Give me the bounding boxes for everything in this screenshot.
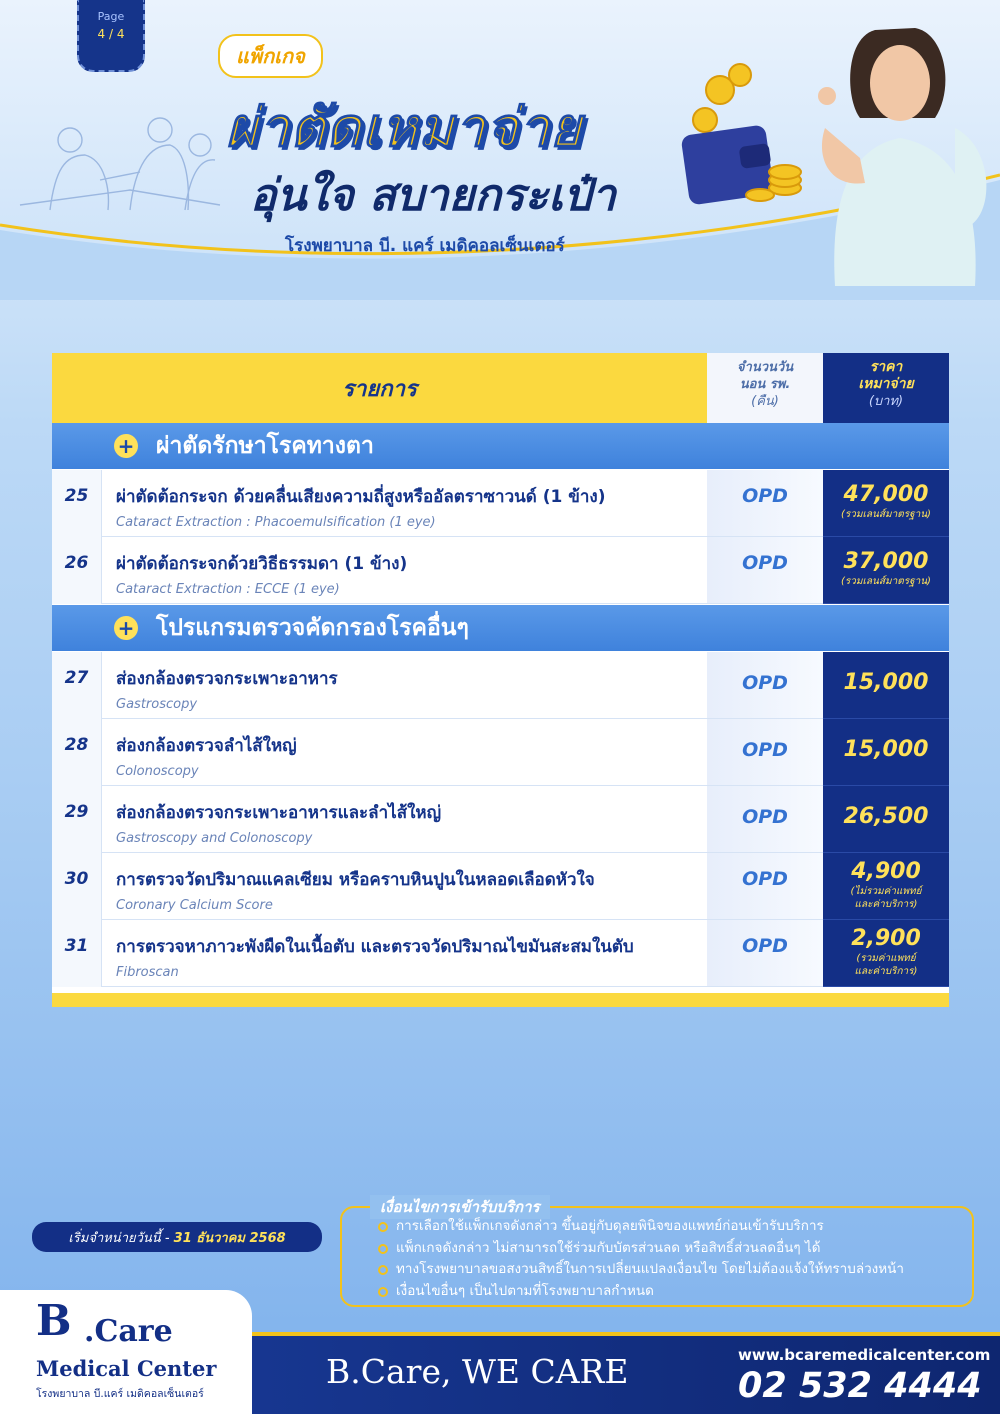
website-link[interactable]: www.bcaremedicalcenter.com bbox=[738, 1346, 991, 1364]
wallet-coins-illustration bbox=[660, 60, 820, 210]
price-header-line2: เหมาจ่าย bbox=[858, 376, 914, 392]
plus-icon: + bbox=[114, 434, 138, 458]
condition-item: แพ็กเกจดังกล่าว ไม่สามารถใช้ร่วมกับบัตรส่วนลด หรือสิทธิ์ส่วนลดอื่นๆ ได้ bbox=[378, 1238, 968, 1260]
row-days: OPD bbox=[707, 786, 823, 853]
row-number: 27 bbox=[52, 652, 102, 719]
price-note: (รวมค่าแพทย์ bbox=[856, 953, 916, 964]
row-price bbox=[823, 652, 949, 719]
item-name-thai: ส่องกล้องตรวจลำไส้ใหญ่ bbox=[116, 736, 297, 756]
table-footer-bar bbox=[52, 993, 949, 1007]
row-price bbox=[823, 853, 949, 920]
row-days: OPD bbox=[707, 652, 823, 719]
conditions-list bbox=[378, 1216, 968, 1302]
item-name-english: Fibroscan bbox=[116, 965, 179, 980]
price-amount: 47,000 bbox=[843, 482, 929, 507]
logo-thai-name: โรงพยาบาล บี.แคร์ เมดิคอลเซ็นเตอร์ bbox=[36, 1388, 204, 1400]
row-price bbox=[823, 786, 949, 853]
sale-end-date: 31 ธันวาคม 2568 bbox=[173, 1230, 286, 1246]
table-row bbox=[52, 786, 949, 853]
headline-subtitle: อุ่นใจ สบายกระเป๋า bbox=[250, 170, 616, 221]
column-header-item: รายการ bbox=[342, 376, 417, 402]
item-name-thai: ส่องกล้องตรวจกระเพาะอาหารและลำไส้ใหญ่ bbox=[116, 803, 442, 823]
row-days: OPD bbox=[707, 537, 823, 604]
row-description bbox=[116, 799, 706, 846]
phone-number[interactable]: 02 532 4444 bbox=[738, 1366, 982, 1406]
price-amount: 15,000 bbox=[843, 737, 929, 762]
row-description bbox=[116, 483, 706, 530]
page-label: Page bbox=[97, 10, 125, 23]
table-header bbox=[52, 353, 949, 423]
row-number: 30 bbox=[52, 853, 102, 920]
days-header-line1: จำนวนวัน bbox=[736, 360, 794, 375]
item-name-thai: ส่องกล้องตรวจกระเพาะอาหาร bbox=[116, 669, 338, 689]
hospital-name: โรงพยาบาล บี. แคร์ เมดิคอลเซ็นเตอร์ bbox=[285, 236, 565, 256]
row-description bbox=[116, 933, 706, 980]
surgeons-sketch-illustration bbox=[10, 110, 230, 220]
table-row bbox=[52, 920, 949, 987]
item-name-thai: การตรวจหาภาวะพังผืดในเนื้อตับ และตรวจวัดปริมาณไขมันสะสมในตับ bbox=[116, 937, 634, 957]
section-title: ผ่าตัดรักษาโรคทางตา bbox=[156, 433, 374, 459]
price-amount: 15,000 bbox=[843, 670, 929, 695]
row-number: 26 bbox=[52, 537, 102, 604]
item-name-english: Gastroscopy bbox=[116, 697, 198, 712]
logo-medical-center: Medical Center bbox=[36, 1356, 217, 1381]
table-row bbox=[52, 719, 949, 786]
item-name-thai: ผ่าตัดต้อกระจก ด้วยคลื่นเสียงความถี่สูงหรืออัลตราซาวนด์ (1 ข้าง) bbox=[116, 487, 606, 507]
table-row bbox=[52, 470, 949, 537]
page-number: 4 / 4 bbox=[97, 27, 125, 41]
page-indicator bbox=[77, 0, 145, 72]
item-name-english: Cataract Extraction : Phacoemulsification (1 eye) bbox=[116, 515, 436, 530]
condition-item: การเลือกใช้แพ็กเกจดังกล่าว ขึ้นอยู่กับดุลยพินิจของแพทย์ก่อนเข้ารับบริการ bbox=[378, 1216, 968, 1238]
item-name-english: Gastroscopy and Colonoscopy bbox=[116, 831, 313, 846]
price-note-line2: และค่าบริการ) bbox=[854, 966, 918, 977]
section-screening-programs bbox=[52, 605, 949, 651]
price-note: (ไม่รวมค่าแพทย์ bbox=[850, 886, 922, 897]
row-description bbox=[116, 550, 706, 597]
sale-prefix: เริ่มจำหน่ายวันนี้ - bbox=[68, 1230, 170, 1246]
row-price bbox=[823, 920, 949, 987]
row-days: OPD bbox=[707, 853, 823, 920]
price-note: (รวมเลนส์มาตรฐาน) bbox=[841, 576, 931, 587]
column-header-price bbox=[823, 353, 949, 423]
row-days: OPD bbox=[707, 719, 823, 786]
package-price-table bbox=[52, 353, 949, 1007]
row-description bbox=[116, 665, 706, 712]
sale-period-badge bbox=[32, 1222, 322, 1252]
item-name-thai: ผ่าตัดต้อกระจกด้วยวิธีธรรมดา (1 ข้าง) bbox=[116, 554, 408, 574]
item-name-english: Colonoscopy bbox=[116, 764, 199, 779]
price-header-line1: ราคา bbox=[869, 359, 903, 375]
conditions-title: เงื่อนไขการเข้ารับบริการ bbox=[370, 1195, 550, 1219]
row-days: OPD bbox=[707, 470, 823, 537]
item-name-thai: การตรวจวัดปริมาณแคลเซียม หรือคราบหินปูนในหลอดเลือดหัวใจ bbox=[116, 870, 595, 890]
days-header-line2: นอน รพ. bbox=[739, 377, 791, 392]
table-row bbox=[52, 652, 949, 719]
section-title: โปรแกรมตรวจคัดกรองโรคอื่นๆ bbox=[156, 615, 469, 641]
days-header-line3: (คืน) bbox=[751, 394, 779, 409]
condition-item: เงื่อนไขอื่นๆ เป็นไปตามที่โรงพยาบาลกำหนด bbox=[378, 1281, 968, 1303]
price-header-line3: (บาท) bbox=[868, 394, 904, 409]
price-amount: 37,000 bbox=[843, 549, 929, 574]
row-days: OPD bbox=[707, 920, 823, 987]
table-row bbox=[52, 537, 949, 604]
row-number: 31 bbox=[52, 920, 102, 987]
item-name-english: Cataract Extraction : ECCE (1 eye) bbox=[116, 582, 340, 597]
price-note-line2: และค่าบริการ) bbox=[854, 899, 918, 910]
price-note: (รวมเลนส์มาตรฐาน) bbox=[841, 509, 931, 520]
logo-letter: B bbox=[36, 1296, 72, 1345]
row-description bbox=[116, 732, 706, 779]
column-header-days bbox=[707, 353, 823, 423]
section-eye-surgery bbox=[52, 423, 949, 469]
package-badge: แพ็กเกจ bbox=[218, 34, 323, 78]
logo-care: .Care bbox=[84, 1314, 173, 1349]
slogan: B.Care, WE CARE bbox=[326, 1352, 629, 1391]
row-price bbox=[823, 537, 949, 604]
row-number: 29 bbox=[52, 786, 102, 853]
nurse-photo bbox=[805, 18, 1000, 286]
table-row bbox=[52, 853, 949, 920]
condition-item: ทางโรงพยาบาลขอสงวนสิทธิ์ในการเปลี่ยนแปลงเงื่อนไข โดยไม่ต้องแจ้งให้ทราบล่วงหน้า bbox=[378, 1259, 968, 1281]
row-number: 25 bbox=[52, 470, 102, 537]
price-amount: 2,900 bbox=[851, 926, 921, 951]
headline-title: ผ่าตัดเหมาจ่าย bbox=[226, 96, 583, 159]
row-description bbox=[116, 866, 706, 913]
row-price bbox=[823, 719, 949, 786]
row-price bbox=[823, 470, 949, 537]
price-amount: 4,900 bbox=[851, 859, 921, 884]
item-name-english: Coronary Calcium Score bbox=[116, 898, 273, 913]
row-number: 28 bbox=[52, 719, 102, 786]
plus-icon: + bbox=[114, 616, 138, 640]
price-amount: 26,500 bbox=[843, 804, 929, 829]
